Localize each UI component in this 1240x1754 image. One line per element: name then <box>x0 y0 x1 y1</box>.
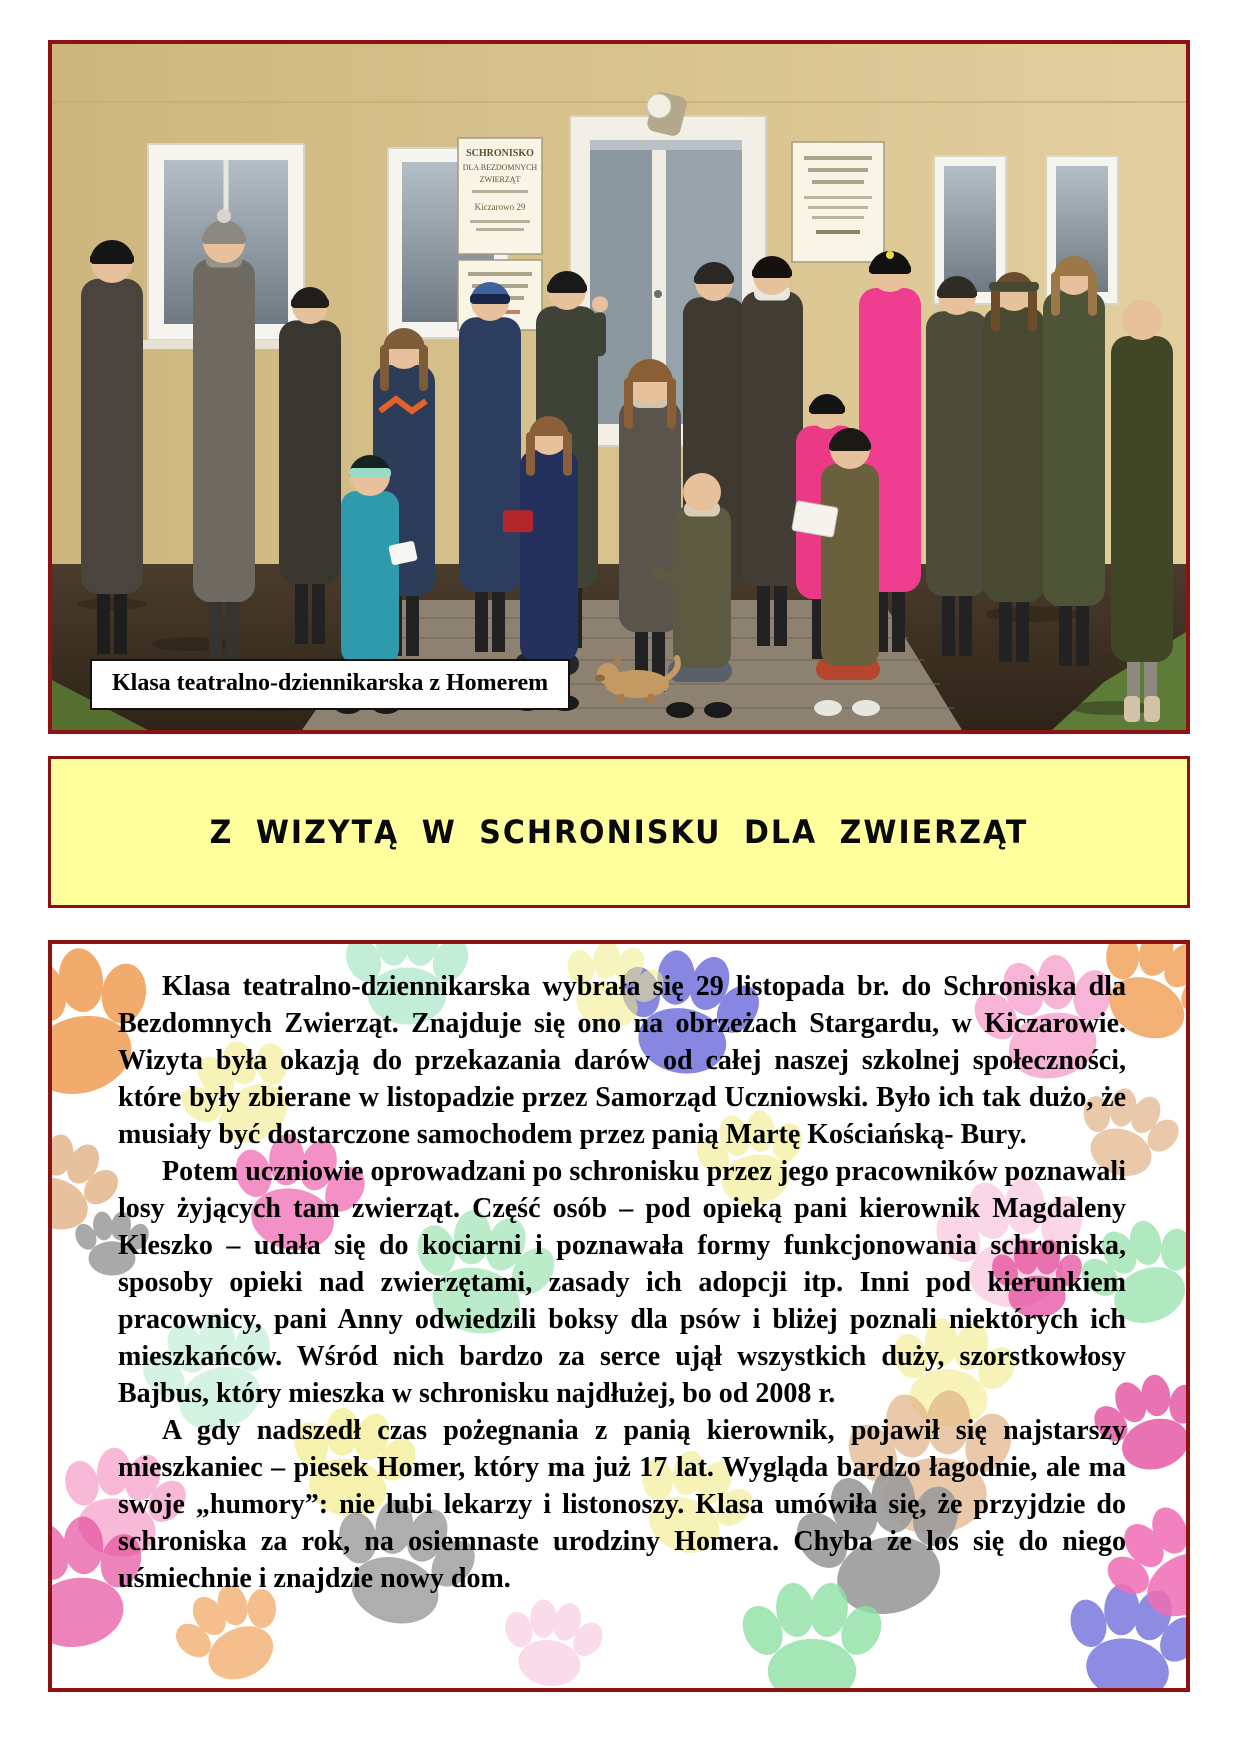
sign-line1: SCHRONISKO <box>466 148 534 159</box>
photo-caption: Klasa teatralno-dziennikarska z Homerem <box>90 659 570 710</box>
student-figure <box>193 209 255 662</box>
photo-illustration <box>52 44 1186 730</box>
sign-line4: Kiczarowo 29 <box>474 202 526 212</box>
sign-line3: ZWIERZĄT <box>479 175 521 184</box>
sign-line2: DLA BEZDOMNYCH <box>462 163 538 172</box>
right-sign <box>792 142 884 262</box>
paw-print-icon <box>493 1592 612 1688</box>
door-handle-icon <box>654 290 662 298</box>
page-title: Z WIZYTĄ W SCHRONISKU DLA ZWIERZĄT <box>209 813 1029 851</box>
article-paragraph-1: Klasa teatralno-dziennikarska wybrała się 29 listopada br. do Schroniska dla Bezdomnych Zwierząt. Znajduje się ono na obrzeżach Stargardu, w Kiczarowie. Wizyta była okazją do przekazania darów od całej naszej szkolnej społeczności, które były zbierane w listopadzie przez Samorząd Uczniowski. Było ich tak dużo, że musiały być dostarczone samochodem przez panią Martę Kościańską- Bury. <box>118 971 1126 1150</box>
shelter-sign <box>458 138 542 254</box>
article-paragraph-2: Potem uczniowie oprowadzani po schronisku przez jego pracowników poznawali losy żyjących tam zwierząt. Część osób – pod opieką pani kierownik Magdaleny Kleszko – udała się do kociarni i poznawała formy funkcjonowania schroniska, sposoby opieki nad zwierzętami, zasady ich adopcji itp. Inni pod kierunkiem pracownicy, pani Anny odwiedzili boksy dla psów i bliżej poznali niektórych ich mieszkańców. Wśród nich bardzo za serce ujął wszystkich duży, szorstkowłosy Bajbus, który mieszka w schronisku najdłużej, bo od 2008 r. <box>118 1156 1126 1409</box>
article-box <box>48 940 1190 1692</box>
student-figure <box>1111 300 1173 722</box>
student-figure <box>81 240 143 654</box>
article-text <box>52 944 1186 1597</box>
title-banner <box>48 756 1190 908</box>
article-paragraph-3: A gdy nadszedł czas pożegnania z panią kierownik, pojawił się najstarszy mieszkaniec – piesek Homer, który ma już 17 lat. Wygląda bardzo łagodnie, ale ma swoje „humory”: nie lubi lekarzy i listonoszy. Klasa umówiła się, że przyjdzie do schroniska za rok, na osiemnaste urodziny Homera. Chyba że los się do niego uśmiechnie i znajdzie nowy dom. <box>118 1415 1126 1594</box>
class-photo <box>48 40 1190 734</box>
